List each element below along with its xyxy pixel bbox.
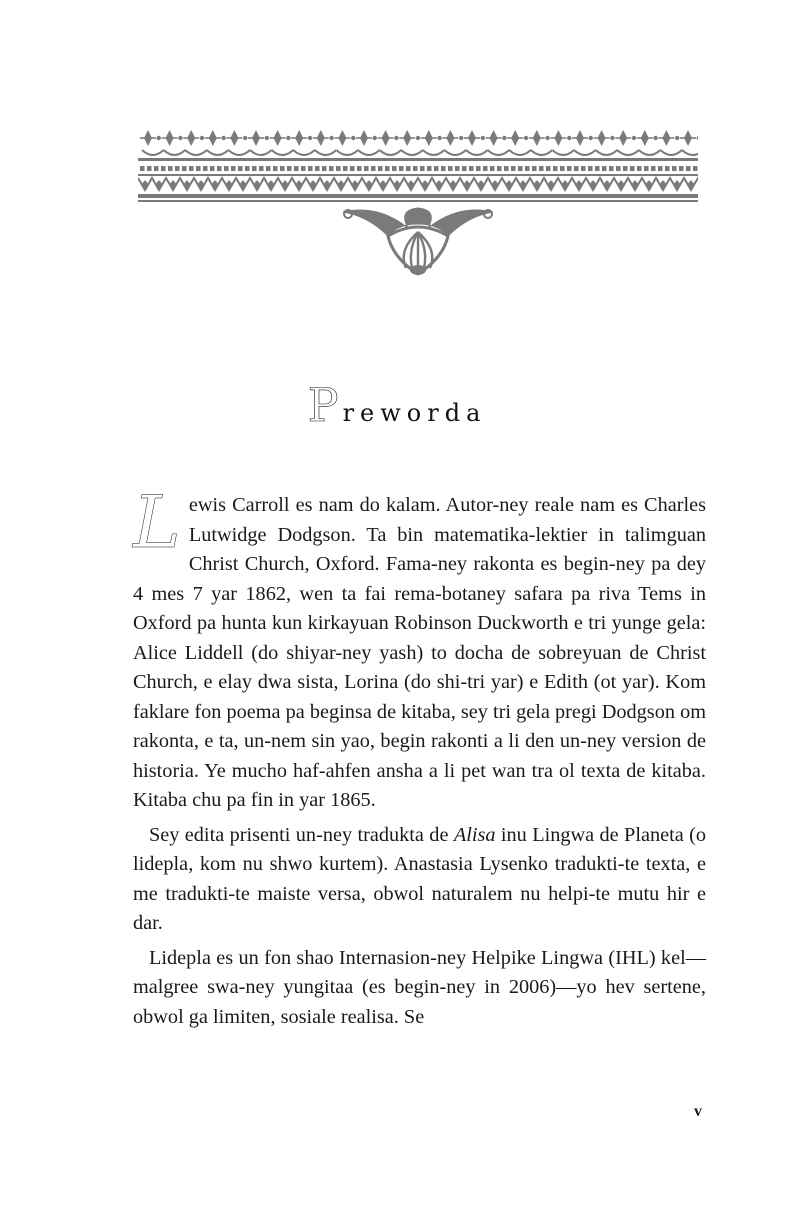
paragraph-2-text-a: Sey edita prisenti un-ney tradukta de: [149, 823, 454, 846]
page-title: [0, 378, 794, 432]
drop-cap: L: [133, 480, 181, 564]
paragraph-3-text: Lidepla es un fon shao Internasion-ney Helpike Lingwa (IHL) kel—malgree swa-ney yungitaa (es begin-ney in 2006)—yo hev sertene, obwol ga limiten, sosiale realisa. Se: [133, 946, 706, 1028]
decorative-header-ornament: [138, 128, 698, 278]
paragraph-2-text-b: inu Lingwa de Planeta (o lidepla, kom nu shwo kurtem). Anastasia Lysenko tradukti-te texta, e me tradukti-te maiste versa, obwol naturalem nu helpi-te mutu hir e dar.: [133, 823, 706, 934]
book-title-italic: Alisa: [453, 823, 496, 846]
page-number: v: [694, 1103, 702, 1120]
title-rest: reworda: [342, 399, 487, 427]
paragraph-1: [133, 480, 706, 816]
body-text: [133, 480, 706, 1032]
paragraph-3: [133, 944, 706, 1033]
paragraph-1-text: ewis Carroll es nam do kalam. Autor-ney reale nam es Charles Lutwidge Dodgson. Ta bin matematika-lektier in talimguan Christ Church, Oxford. Fama-ney rakonta es begin-ney pa dey 4 mes 7 yar 1862, wen ta fai rema-botaney safara pa riva Tems in Oxford pa hunta kun kirkayuan Robinson Duckworth e tri yunge gela: Alice Liddell (do shiyar-ney yash) to docha de sobreyuan de Christ Church, e elay dwa sista, Lorina (do shi-tri yar) e Edith (ot yar). Kom faklare fon poema pa beginsa de kitaba, sey tri gela pregi Dodgson om rakonta, e ta, un-nem sin yao, begin rakonti a li den un-ney version de historia. Ye mucho haf-ahfen ansha a li pet wan tra ol texta de kitaba. Kitaba chu pa fin in yar 1865.: [133, 494, 706, 811]
title-initial: P: [307, 378, 343, 432]
paragraph-2: [133, 821, 706, 939]
